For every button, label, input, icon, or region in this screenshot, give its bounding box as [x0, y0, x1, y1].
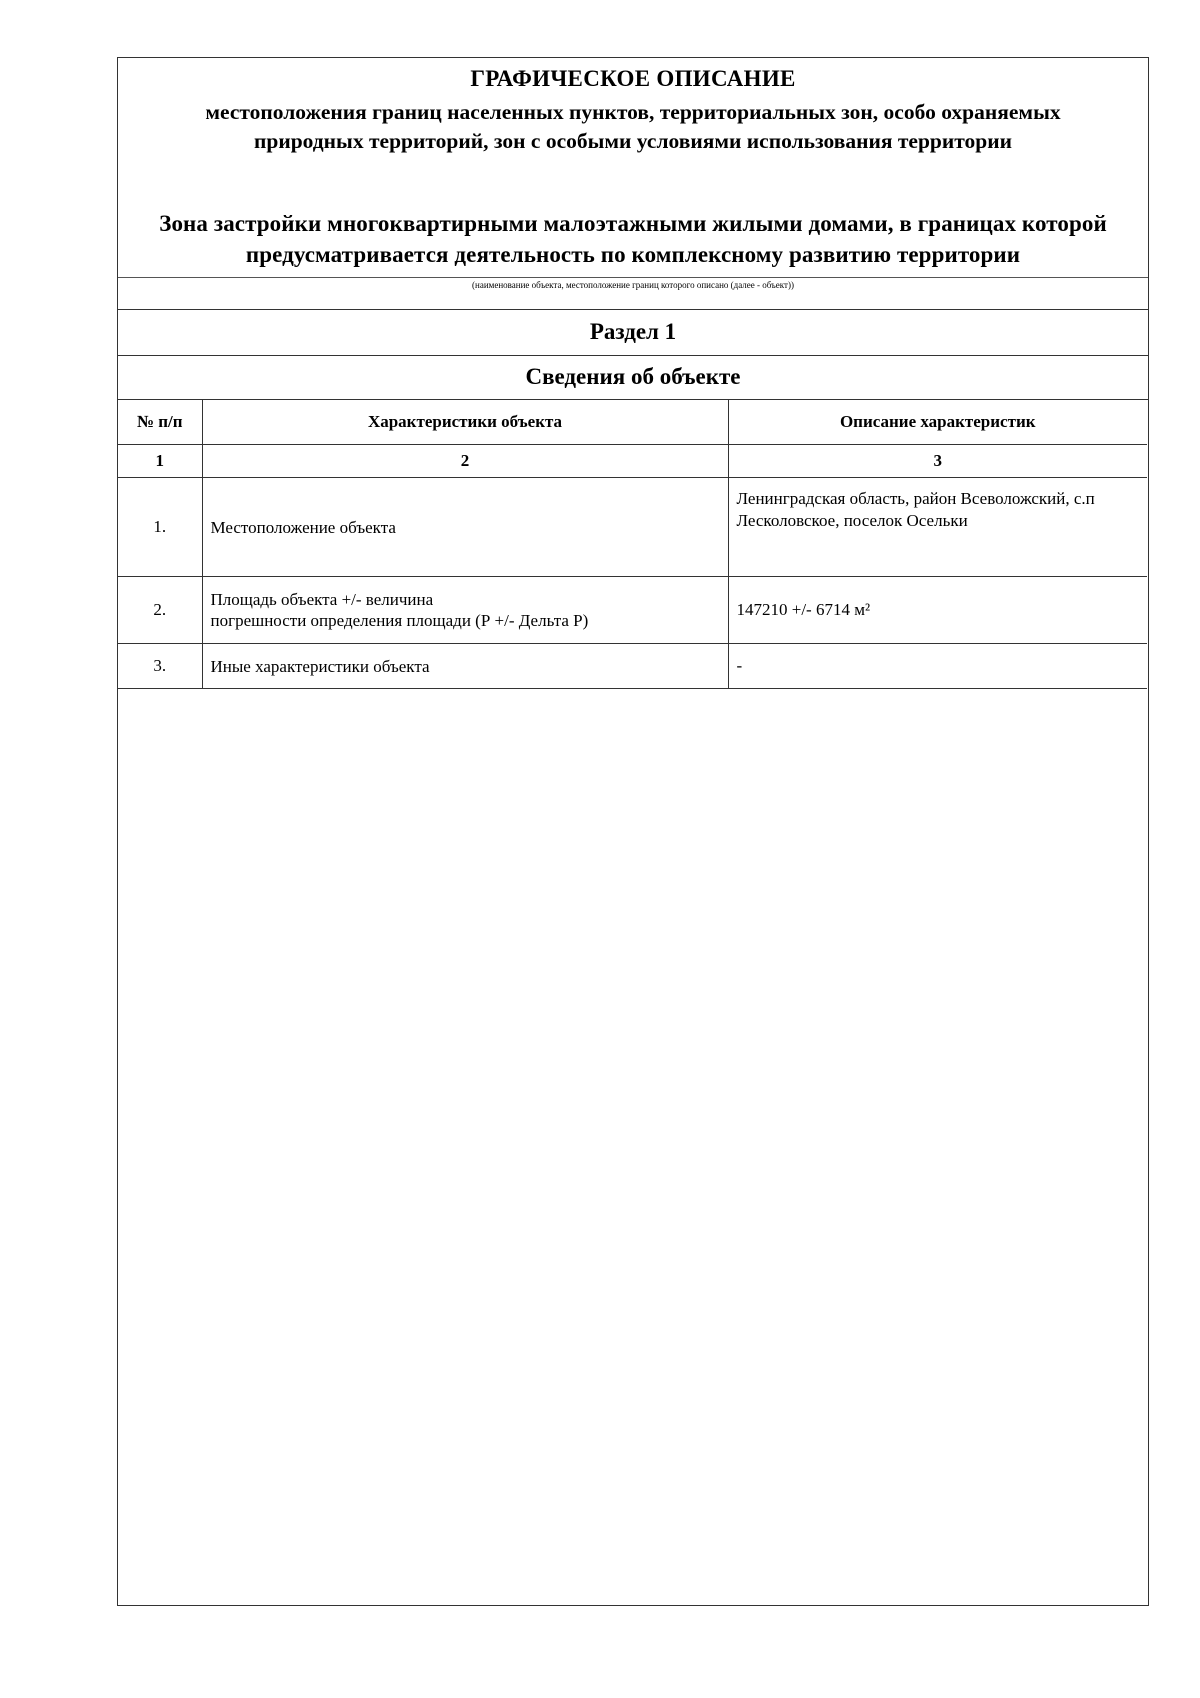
info-title: Сведения об объекте — [525, 364, 741, 389]
document-header — [118, 58, 1148, 278]
section-title: Раздел 1 — [589, 319, 677, 344]
document-frame — [117, 57, 1149, 1606]
column-number-3: 3 — [728, 445, 1147, 478]
row-number: 3. — [118, 644, 202, 689]
row-characteristic-line: Площадь объекта +/- величина — [210, 590, 434, 609]
table-header-row — [118, 399, 1147, 445]
info-row — [118, 355, 1148, 400]
document-subtitle: местоположения границ населенных пунктов, территориальных зон, особо охраняемых природных территорий, зон с особыми условиями использования территории — [205, 100, 1061, 153]
row-characteristic-line: погрешности определения площади (Р +/- Дельта Р) — [210, 611, 589, 630]
table-row — [118, 478, 1147, 577]
table-row — [118, 577, 1147, 644]
row-characteristic: Иные характеристики объекта — [202, 644, 728, 689]
column-header-characteristics: Характеристики объекта — [202, 399, 728, 445]
object-name: Зона застройки многоквартирными малоэтажными жилыми домами, в границах которой предусматривается деятельность по комплексному развитию территории — [159, 211, 1107, 267]
table-row — [118, 644, 1147, 689]
row-characteristic: Местоположение объекта — [202, 478, 728, 577]
row-description: Ленинградская область, район Всеволожский, с.п Лесколовское, поселок Осельки — [728, 478, 1147, 577]
section-row — [118, 309, 1148, 356]
column-number-2: 2 — [202, 445, 728, 478]
row-number: 1. — [118, 478, 202, 577]
row-number: 2. — [118, 577, 202, 644]
column-header-number: № п/п — [118, 399, 202, 445]
object-caption-row — [118, 277, 1148, 310]
row-description: - — [728, 644, 1147, 689]
column-header-description: Описание характеристик — [728, 399, 1147, 445]
characteristics-table — [118, 399, 1147, 689]
column-number-1: 1 — [118, 445, 202, 478]
column-numbers-row — [118, 445, 1147, 478]
row-description: 147210 +/- 6714 м² — [728, 577, 1147, 644]
object-caption: (наименование объекта, местоположение границ которого описано (далее - объект)) — [472, 280, 794, 290]
document-title: ГРАФИЧЕСКОЕ ОПИСАНИЕ — [470, 66, 796, 91]
row-characteristic — [202, 577, 728, 644]
